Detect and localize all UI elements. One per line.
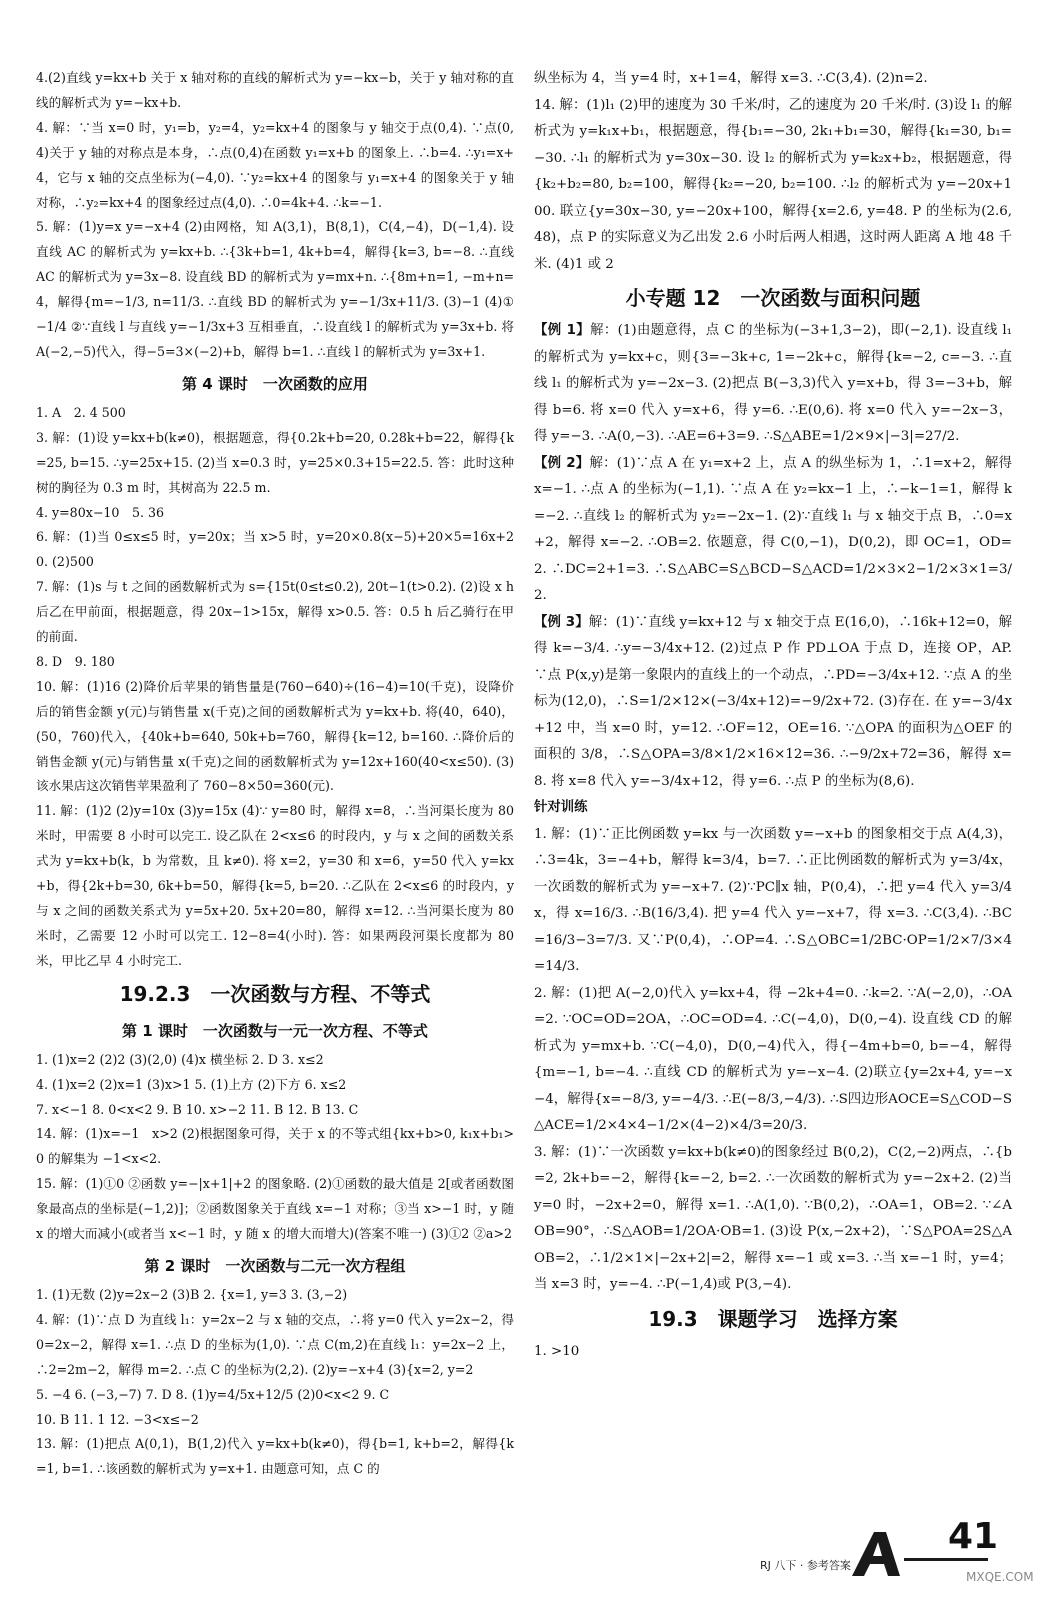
answer-text: 10. B 11. 1 12. −3<x≤−2 (36, 1411, 199, 1427)
answer-paragraph (534, 610, 1012, 796)
answer-paragraph (534, 66, 1012, 93)
answer-text: 1. (1)无数 (2)y=2x−2 (3)B 2. {x=1, y=3 3. (3,−2) (36, 1286, 348, 1302)
answer-paragraph (36, 215, 514, 364)
answer-paragraph (36, 1098, 514, 1123)
answer-paragraph (534, 318, 1012, 451)
answer-paragraph (36, 1383, 514, 1408)
subsection-heading: 第 4 课时 一次函数的应用 (182, 374, 368, 393)
watermark: MXQE.COM (966, 1570, 1034, 1584)
answer-paragraph (36, 1172, 514, 1247)
answer-paragraph (36, 426, 514, 501)
answer-paragraph (36, 525, 514, 575)
answer-text: 8. D 9. 180 (36, 653, 115, 669)
answer-text: 1. >10 (534, 1343, 580, 1359)
answer-text: 7. x<−1 8. 0<x<2 9. B 10. x>−2 11. B 12. B 13. C (36, 1101, 359, 1117)
answer-paragraph (36, 799, 514, 973)
answer-paragraph (36, 401, 514, 426)
answer-paragraph (36, 1122, 514, 1172)
answer-paragraph (36, 501, 514, 526)
answer-text: 3. 解：(1)设 y=kx+b(k≠0)，根据题意，得{0.2k+b=20, 0.28k+b=22，解得{k=25, b=15. ∴y=25x+15. (2)当 x=0.3 时，y=25×0.3+15=22.5. 答：此时这种树的胸径为 0.3 m 时，其树高为 22.5 m. (36, 429, 514, 495)
answer-text: 13. 解：(1)把点 A(0,1)，B(1,2)代入 y=kx+b(k≠0)，得{b=1, k+b=2，解得{k=1, b=1. ∴该函数的解析式为 y=x+1. 由题意可知，点 C 的 (36, 1436, 514, 1477)
answer-text: 4. y=80x−10 5. 36 (36, 504, 165, 520)
answer-text: 4. 解：∵当 x=0 时，y₁=b，y₂=4，y₂=kx+4 的图象与 y 轴交于点(0,4). ∵点(0,4)关于 y 轴的对称点是本身，∴点(0,4)在函数 y₁=x+b 的图象上. ∴b=4. ∴y₁=x+4，它与 x 轴的交点坐标为(−4,0). ∵y₂=kx+4 的图象与 y₁=x+4 的图象关于 y 轴对称，∴y₂=kx+4 的图象经过点(4,0). ∴0=4k+4. ∴k=−1. (36, 119, 514, 210)
answer-text: 7. 解：(1)s 与 t 之间的函数解析式为 s={15t(0≤t≤0.2), 20t−1(t>0.2). (2)设 x h 后乙在甲前面，根据题意，得 20x−1>15x，解得 x>0.5. 答：0.5 h 后乙骑行在甲的前面. (36, 579, 514, 645)
answer-text: 解：(1)∵点 A 在 y₁=x+2 上，点 A 的纵坐标为 1，∴1=x+2，解得 x=−1. ∴点 A 的坐标为(−1,1). ∵点 A 在 y₂=kx−1 上，∴−k−1=1，解得 k=−2. ∴直线 l₂ 的解析式为 y₂=−2x−1. (2)∵直线 l₁ 与 x 轴交于点 B，∴0=x+2，解得 x=−2. ∴OB=2. 依题意，得 C(0,−1)，D(0,2)，即 OC=1，OD=2. ∴DC=2+1=3. ∴S△ABC=S△BCD−S△ACD=1/2×3×2−1/2×3×1=3/2. (534, 455, 1012, 603)
answer-text: 纵坐标为 4，当 y=4 时，x+1=4，解得 x=3. ∴C(3,4). (2)n=2. (534, 71, 928, 86)
answer-text: 5. −4 6. (−3,−7) 7. D 8. (1)y=4/5x+12/5 (2)0<x<2 9. C (36, 1386, 390, 1402)
answer-paragraph (36, 66, 514, 116)
answer-paragraph (36, 116, 514, 216)
footer-label: RJ 八下 · 参考答案 (760, 1559, 851, 1572)
example-label: 【例 1】 (534, 323, 591, 338)
answer-text: 2. 解：(1)把 A(−2,0)代入 y=kx+4，得 −2k+4=0. ∴k=2. ∵A(−2,0)，∴OA=2. ∵OC=OD=2OA，∴OC=OD=4. ∴C(−4,0)，D(0,−4). 设直线 CD 的解析式为 y=mx+b. ∵C(−4,0)，D(0,−4)代入，得{−4m+b=0, b=−4，解得{m=−1, b=−4. ∴直线 CD 的解析式为 y=−x−4. (2)联立{y=2x+4, y=−x−4，解得{x=−8/3, y=−4/3. ∴E(−8/3,−4/3). ∴S四边形AOCE=S△COD−S△ACE=1/2×4×4−1/2×(4−2)×4/3=20/3. (534, 985, 1012, 1133)
answer-text: 4. (1)x=2 (2)x=1 (3)x>1 5. (1)上方 (2)下方 6. x≤2 (36, 1076, 347, 1092)
answer-paragraph (36, 1048, 514, 1073)
answer-paragraph (36, 675, 514, 800)
answer-paragraph (534, 981, 1012, 1140)
subsection-heading: 第 2 课时 一次函数与二元一次方程组 (144, 1256, 406, 1275)
answer-text: 4. 解：(1)∵点 D 为直线 l₁：y=2x−2 与 x 轴的交点，∴将 y=0 代入 y=2x−2，得 0=2x−2，解得 x=1. ∴点 D 的坐标为(1,0). ∵点 C(m,2)在直线 l₁：y=2x−2 上，∴2=2m−2，解得 m=2. ∴点 C 的坐标为(2,2). (2)y=−x+4 (3){x=2, y=2 (36, 1311, 514, 1377)
answer-text: 1. A 2. 4 500 (36, 404, 126, 420)
answer-text: 14. 解：(1)l₁ (2)甲的速度为 30 千米/时，乙的速度为 20 千米/时. (3)设 l₁ 的解析式为 y=k₁x+b₁，根据题意，得{b₁=−30, 2k₁+b₁=30，解得{k₁=30, b₁=−30. ∴l₁ 的解析式为 y=30x−30. 设 l₂ 的解析式为 y=k₂x+b₂，根据题意，得{k₂+b₂=80, b₂=100，解得{k₂=−20, b₂=100. ∴l₂ 的解析式为 y=−20x+100. 联立{y=30x−30, y=−20x+100，解得{x=2.6, y=48. P 的坐标为(2.6,48)，点 P 的实际意义为乙出发 2.6 小时后两人相遇，这时两人距离 A 地 48 千米. (4)1 或 2 (534, 97, 1012, 272)
answer-text: 5. 解：(1)y=x y=−x+4 (2)由网格，知 A(3,1)，B(8,1)，C(4,−4)，D(−1,4). 设直线 AC 的解析式为 y=kx+b. ∴{3k+b=1, 4k+b=4，解得{k=3, b=−8. ∴直线 AC 的解析式为 y=3x−8. 设直线 BD 的解析式为 y=mx+n. ∴{8m+n=1, −m+n=4，解得{m=−1/3, n=11/3. ∴直线 BD 的解析式为 y=−1/3x+11/3. (3)−1 (4)① −1/4 ②∵直线 l 与直线 y=−1/3x+3 互相垂直，∴设直线 l 的解析式为 y=3x+b. 将 A(−2,−5)代入，得−5=3×(−2)+b，解得 b=1. ∴直线 l 的解析式为 y=3x+1. (36, 219, 514, 359)
answer-text: 解：(1)由题意得，点 C 的坐标为(−3+1,3−2)，即(−2,1). 设直线 l₁ 的解析式为 y=kx+c，则{3=−3k+c, 1=−2k+c，解得{k=−2, c=−3. ∴直线 l₁ 的解析式为 y=−2x−3. (2)把点 B(−3,3)代入 y=x+b，得 3=−3+b，解得 b=6. 将 x=0 代入 y=x+6，得 y=6. ∴E(0,6). 将 x=0 代入 y=−2x−3，得 y=−3. ∴A(0,−3). ∴AE=6+3=9. ∴S△ABE=1/2×9×|−3|=27/2. (534, 323, 1012, 444)
answer-text: 6. 解：(1)当 0≤x≤5 时，y=20x；当 x>5 时，y=20×0.8(x−5)+20×5=16x+20. (2)500 (36, 529, 514, 570)
answer-text: 解：(1)∵直线 y=kx+12 与 x 轴交于点 E(16,0)，∴16k+12=0，解得 k=−3/4. ∴y=−3/4x+12. (2)过点 P 作 PD⊥OA 于点 D，连接 OP，AP. ∵点 P(x,y)是第一象限内的直线上的一个动点，∴PD=−3/4x+12. ∵点 A 的坐标为(12,0)，∴S=1/2×12×(−3/4x+12)=−9/2x+72. (3)存在. 在 y=−3/4x+12 中，当 x=0 时，y=12. ∴OF=12，OE=16. ∵△OPA 的面积为△OEF 的面积的 3/8，∴S△OPA=3/8×1/2×16×12=36. ∴−9/2x+72=36，解得 x=8. 将 x=8 代入 y=−3/4x+12，得 y=6. ∴点 P 的坐标为(8,6). (534, 614, 1013, 789)
answer-paragraph (36, 1283, 514, 1308)
answer-text: 15. 解：(1)①0 ②函数 y=−|x+1|+2 的图象略. (2)①函数的最大值是 2[或者函数图象最高点的坐标是(−1,2)]；②函数图象关于直线 x=−1 对称；③当 x>−1 时，y 随 x 的增大而减小(或者当 x<−1 时，y 随 x 的增大而增大)(答案不唯一) (3)①2 ②a>2 (36, 1176, 514, 1242)
answer-text: 1. (1)x=2 (2)2 (3)(2,0) (4)x 横坐标 2. D 3. x≤2 (36, 1051, 324, 1067)
right-column (534, 66, 1012, 1365)
answer-paragraph (534, 822, 1012, 981)
section-heading: 小专题 12 一次函数与面积问题 (625, 286, 921, 310)
training-heading: 针对训练 (534, 800, 588, 815)
answer-paragraph (534, 451, 1012, 610)
answer-paragraph (36, 650, 514, 675)
answer-text: 3. 解：(1)∵一次函数 y=kx+b(k≠0)的图象经过 B(0,2)，C(2,−2)两点，∴{b=2, 2k+b=−2，解得{k=−2, b=2. ∴一次函数的解析式为 y=−2x+2. (2)当 y=0 时，−2x+2=0，解得 x=1. ∴A(1,0). ∵B(0,2)，∴OA=1，OB=2. ∵∠AOB=90°，∴S△AOB=1/2OA·OB=1. (3)设 P(x,−2x+2)，∵S△POA=2S△AOB=2，∴1/2×1×|−2x+2|=2，解得 x=−1 或 x=3. ∴当 x=−1 时，y=4；当 x=3 时，y=−4. ∴P(−1,4)或 P(3,−4). (534, 1144, 1012, 1292)
answer-paragraph (36, 1308, 514, 1383)
example-label: 【例 3】 (534, 614, 589, 630)
answer-paragraph (36, 1408, 514, 1433)
answer-paragraph (36, 1073, 514, 1098)
section-heading: 19.2.3 一次函数与方程、不等式 (119, 981, 431, 1006)
answer-text: 1. 解：(1)∵正比例函数 y=kx 与一次函数 y=−x+b 的图象相交于点 A(4,3)，∴3=4k，3=−4+b，解得 k=3/4，b=7. ∴正比例函数的解析式为 y=3/4x，一次函数的解析式为 y=−x+7. (2)∵PC∥x 轴，P(0,4)，∴把 y=4 代入 y=3/4x，得 x=16/3. ∴B(16/3,4). 把 y=4 代入 y=−x+7，得 x=3. ∴C(3,4). ∴BC=16/3−3=7/3. 又∵P(0,4)，∴OP=4. ∴S△OBC=1/2BC·OP=1/2×7/3×4=14/3. (534, 826, 1012, 974)
answer-paragraph (534, 1339, 1012, 1366)
answer-text: 10. 解：(1)16 (2)降价后苹果的销售量是(760−640)÷(16−4)=10(千克)，设降价后的销售金额 y(元)与销售量 x(千克)之间的函数解析式为 y=kx+b. 将(40，640)，(50，760)代入，{40k+b=640, 50k+b=760，解得{k=12, b=160. ∴降价后的销售金额 y(元)与销售量 x(千克)之间的函数解析式为 y=12x+160(40<x≤50). (3)该水果店这次销售苹果盈利了 760−8×50=360(元). (36, 678, 514, 794)
answer-text: 14. 解：(1)x=−1 x>2 (2)根据图象可得，关于 x 的不等式组{kx+b>0, k₁x+b₁>0 的解集为 −1<x<2. (36, 1126, 514, 1167)
answer-text: 4.(2)直线 y=kx+b 关于 x 轴对称的直线的解析式为 y=−kx−b，关于 y 轴对称的直线的解析式为 y=−kx+b. (36, 70, 514, 110)
answer-text: 11. 解：(1)2 (2)y=10x (3)y=15x (4)∵ y=80 时，解得 x=8，∴当河渠长度为 80 米时，甲需要 8 小时可以完工. 设乙队在 2<x≤6 的时段内，y 与 x 之间的函数关系式为 y=kx+b(k，b 为常数，且 k≠0). 将 x=2，y=30 和 x=6，y=50 代入 y=kx+b，得{2k+b=30, 6k+b=50，解得{k=5, b=20. ∴乙队在 2<x≤6 的时段内，y 与 x 之间的函数关系式为 y=5x+20. 5x+20=80，解得 x=12. ∴当河渠长度为 80 米时，乙需要 12 小时可以完工. 12−8=4(小时). 答：如果两段河渠长度都为 80 米，甲比乙早 4 小时完工. (36, 803, 514, 968)
answer-paragraph (534, 93, 1012, 279)
page-number: 41 (948, 1516, 999, 1557)
answer-paragraph (36, 1432, 514, 1482)
subsection-heading: 第 1 课时 一次函数与一元一次方程、不等式 (122, 1021, 428, 1040)
example-label: 【例 2】 (534, 455, 590, 471)
section-heading: 19.3 课题学习 选择方案 (648, 1306, 898, 1331)
answer-paragraph (534, 1140, 1012, 1299)
answer-paragraph (36, 575, 514, 650)
left-column (36, 66, 514, 1482)
